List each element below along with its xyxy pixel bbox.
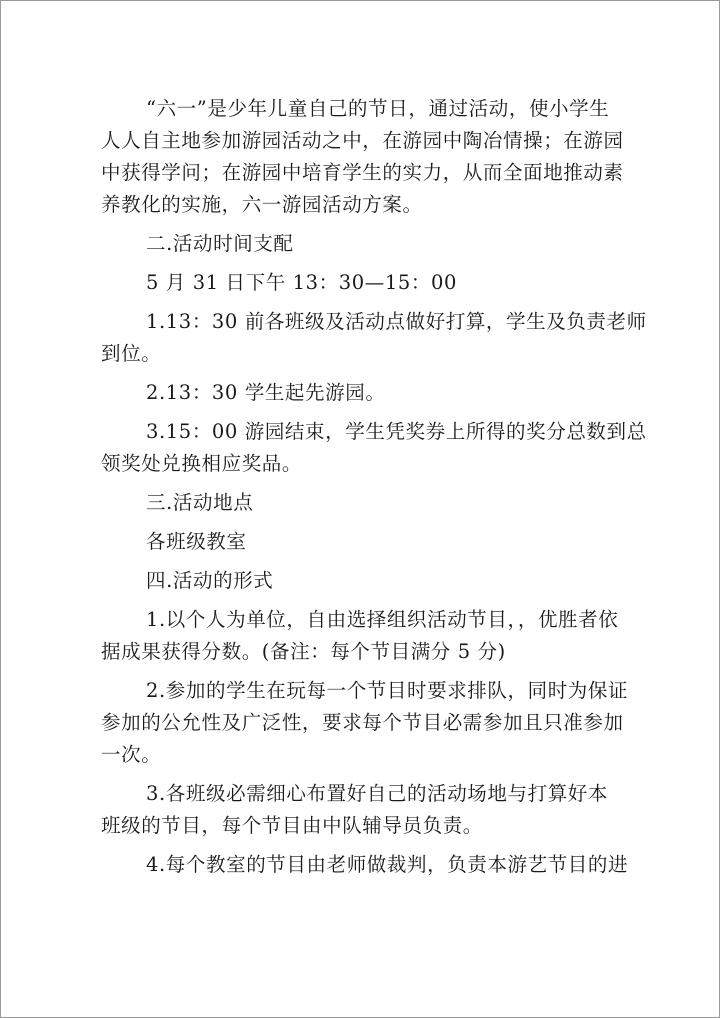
- paragraph-line: 中获得学问；在游园中培育学生的实力，从而全面地推动素: [101, 161, 624, 184]
- paragraph: [101, 267, 611, 299]
- paragraph: [101, 306, 647, 370]
- paragraph-line: 二.活动时间支配: [146, 232, 294, 255]
- paragraph-line: “六一”是少年儿童自己的节日，通过活动，使小学生: [146, 97, 610, 120]
- paragraph-spacer: [101, 771, 611, 778]
- paragraph-line: 3.各班级必需细心布置好自己的活动场地与打算好本: [146, 782, 609, 805]
- paragraph: [101, 487, 611, 519]
- paragraph-spacer: [101, 519, 611, 526]
- paragraph: [101, 377, 611, 409]
- paragraph-line: 2.13：30 学生起先游园。: [146, 381, 386, 404]
- document-body: [101, 93, 647, 888]
- paragraph-line: 1.13：30 前各班级及活动点做好打算，学生及负责老师: [146, 310, 647, 333]
- paragraph-spacer: [101, 260, 611, 267]
- paragraph-line: 四.活动的形式: [146, 569, 274, 592]
- paragraph-line: 三.活动地点: [146, 491, 254, 514]
- paragraph-line: 4.每个教室的节目由老师做裁判，负责本游艺节目的进: [146, 853, 629, 876]
- paragraph-spacer: [101, 480, 611, 487]
- paragraph-line: 参加的公允性及广泛性，要求每个节目必需参加且只准参加: [101, 711, 624, 734]
- paragraph-line: 据成果获得分数。(备注：每个节目满分 5 分): [101, 640, 506, 663]
- paragraph: [101, 675, 629, 771]
- paragraph-spacer: [101, 299, 611, 306]
- paragraph-line: 5 月 31 日下午 13：30—15：00: [146, 271, 457, 294]
- paragraph-line: 班级的节目，每个节目由中队辅导员负责。: [101, 814, 483, 837]
- paragraph-line: 领奖处兑换相应奖品。: [101, 452, 303, 475]
- paragraph-line: 2.参加的学生在玩每一个节目时要求排队，同时为保证: [146, 679, 629, 702]
- paragraph-spacer: [101, 558, 611, 565]
- paragraph-line: 养教化的实施，六一游园活动方案。: [101, 193, 423, 216]
- paragraph-line: 人人自主地参加游园活动之中，在游园中陶冶情操；在游园: [101, 129, 624, 152]
- paragraph: [101, 526, 611, 558]
- paragraph-spacer: [101, 221, 611, 228]
- paragraph-line: 各班级教室: [146, 530, 247, 553]
- paragraph: [101, 604, 619, 668]
- paragraph-line: 到位。: [101, 342, 162, 365]
- paragraph: [101, 93, 624, 221]
- paragraph-spacer: [101, 597, 611, 604]
- paragraph: [101, 565, 611, 597]
- paragraph-line: 3.15：00 游园结束，学生凭奖券上所得的奖分总数到总: [146, 420, 647, 443]
- paragraph-spacer: [101, 370, 611, 377]
- paragraph: [101, 778, 611, 842]
- paragraph-line: 一次。: [101, 743, 162, 766]
- paragraph: [101, 849, 629, 881]
- paragraph-spacer: [101, 668, 611, 675]
- paragraph: [101, 228, 611, 260]
- paragraph-spacer: [101, 842, 611, 849]
- paragraph-spacer: [101, 881, 611, 888]
- paragraph: [101, 416, 647, 480]
- paragraph-line: 1.以个人为单位，自由选择组织活动节目，，优胜者依: [146, 608, 619, 631]
- paragraph-spacer: [101, 409, 611, 416]
